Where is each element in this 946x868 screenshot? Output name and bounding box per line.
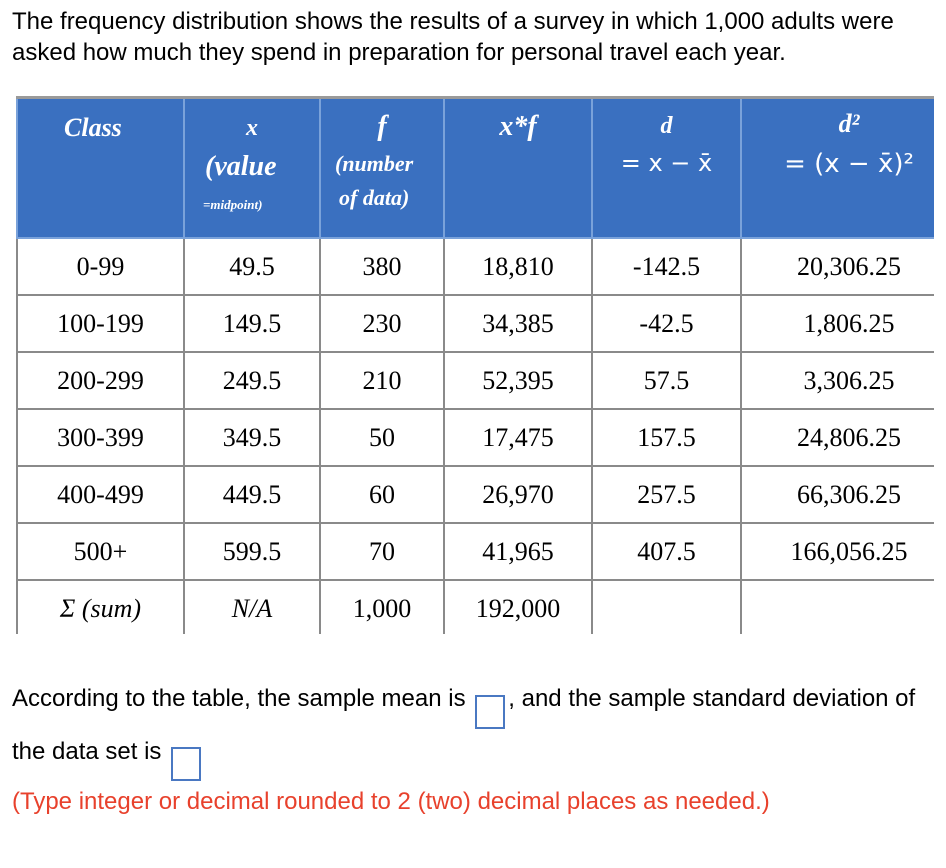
question-part1: According to the table, the sample mean is: [12, 685, 466, 712]
cell-xf: 17,475: [444, 409, 592, 466]
header-x-value: (value: [205, 151, 277, 182]
header-f-of-data: of data): [339, 185, 410, 210]
cell-sum-xf: 192,000: [444, 580, 592, 634]
header-xf: [444, 98, 592, 239]
frequency-table-container: [16, 96, 934, 634]
header-f: [320, 98, 444, 239]
cell-x: 349.5: [184, 409, 320, 466]
cell-f: 60: [320, 466, 444, 523]
table-row: [17, 238, 934, 295]
cell-xf: 52,395: [444, 352, 592, 409]
header-class: [17, 98, 184, 239]
table-row: [17, 409, 934, 466]
header-xf-label: x*f: [499, 111, 537, 142]
problem-statement: The frequency distribution shows the results of a survey in which 1,000 adults were asked how much they spend in preparation for personal travel each year.: [12, 8, 894, 66]
header-x-symbol: x: [246, 115, 258, 141]
cell-d: 157.5: [592, 409, 741, 466]
cell-d-squared: 24,806.25: [741, 409, 934, 466]
header-x: [184, 98, 320, 239]
sample-sd-input[interactable]: [171, 747, 201, 781]
cell-xf: 41,965: [444, 523, 592, 580]
cell-class: 400-499: [17, 466, 184, 523]
cell-d-squared: 3,306.25: [741, 352, 934, 409]
cell-class: 300-399: [17, 409, 184, 466]
header-d-squared-symbol: d²: [838, 109, 860, 138]
table-row: [17, 352, 934, 409]
header-d-symbol: d: [660, 113, 673, 139]
cell-x: 249.5: [184, 352, 320, 409]
cell-f: 70: [320, 523, 444, 580]
header-class-label: Class: [64, 113, 122, 142]
cell-x: 149.5: [184, 295, 320, 352]
cell-sum-d-squared: [741, 580, 934, 634]
cell-d-squared: 66,306.25: [741, 466, 934, 523]
cell-x: 599.5: [184, 523, 320, 580]
header-x-midpoint: =midpoint): [203, 197, 263, 212]
header-d-squared-formula: = (x − x̄)²: [784, 149, 914, 179]
cell-d: 257.5: [592, 466, 741, 523]
cell-d-squared: 1,806.25: [741, 295, 934, 352]
cell-sum-d: [592, 580, 741, 634]
rounding-instruction: (Type integer or decimal rounded to 2 (two) decimal places as needed.): [12, 788, 770, 815]
cell-d-squared: 166,056.25: [741, 523, 934, 580]
cell-xf: 18,810: [444, 238, 592, 295]
cell-sum-x: N/A: [184, 580, 320, 634]
header-d-formula: = x − x̄: [620, 149, 713, 177]
cell-class: 0-99: [17, 238, 184, 295]
sample-mean-input[interactable]: [475, 695, 505, 729]
question-part2: , and the sample standard deviation of the data set is: [12, 685, 916, 765]
cell-sum-f: 1,000: [320, 580, 444, 634]
cell-d: 407.5: [592, 523, 741, 580]
cell-xf: 34,385: [444, 295, 592, 352]
cell-sum-label: Σ (sum): [17, 580, 184, 634]
cell-f: 210: [320, 352, 444, 409]
header-d: [592, 98, 741, 239]
cell-x: 449.5: [184, 466, 320, 523]
cell-class: 100-199: [17, 295, 184, 352]
cell-x: 49.5: [184, 238, 320, 295]
table-header-row: [17, 98, 934, 239]
cell-f: 380: [320, 238, 444, 295]
cell-xf: 26,970: [444, 466, 592, 523]
sum-row: [17, 580, 934, 634]
cell-class: 200-299: [17, 352, 184, 409]
cell-f: 230: [320, 295, 444, 352]
frequency-distribution-table: [16, 96, 934, 634]
cell-f: 50: [320, 409, 444, 466]
table-row: [17, 466, 934, 523]
cell-d: 57.5: [592, 352, 741, 409]
header-d-squared: [741, 98, 934, 239]
cell-d: -42.5: [592, 295, 741, 352]
table-row: [17, 295, 934, 352]
header-f-number: (number: [335, 151, 414, 176]
cell-d-squared: 20,306.25: [741, 238, 934, 295]
header-f-symbol: f: [377, 111, 387, 142]
table-row: [17, 523, 934, 580]
cell-class: 500+: [17, 523, 184, 580]
question-text: [12, 676, 932, 781]
cell-d: -142.5: [592, 238, 741, 295]
